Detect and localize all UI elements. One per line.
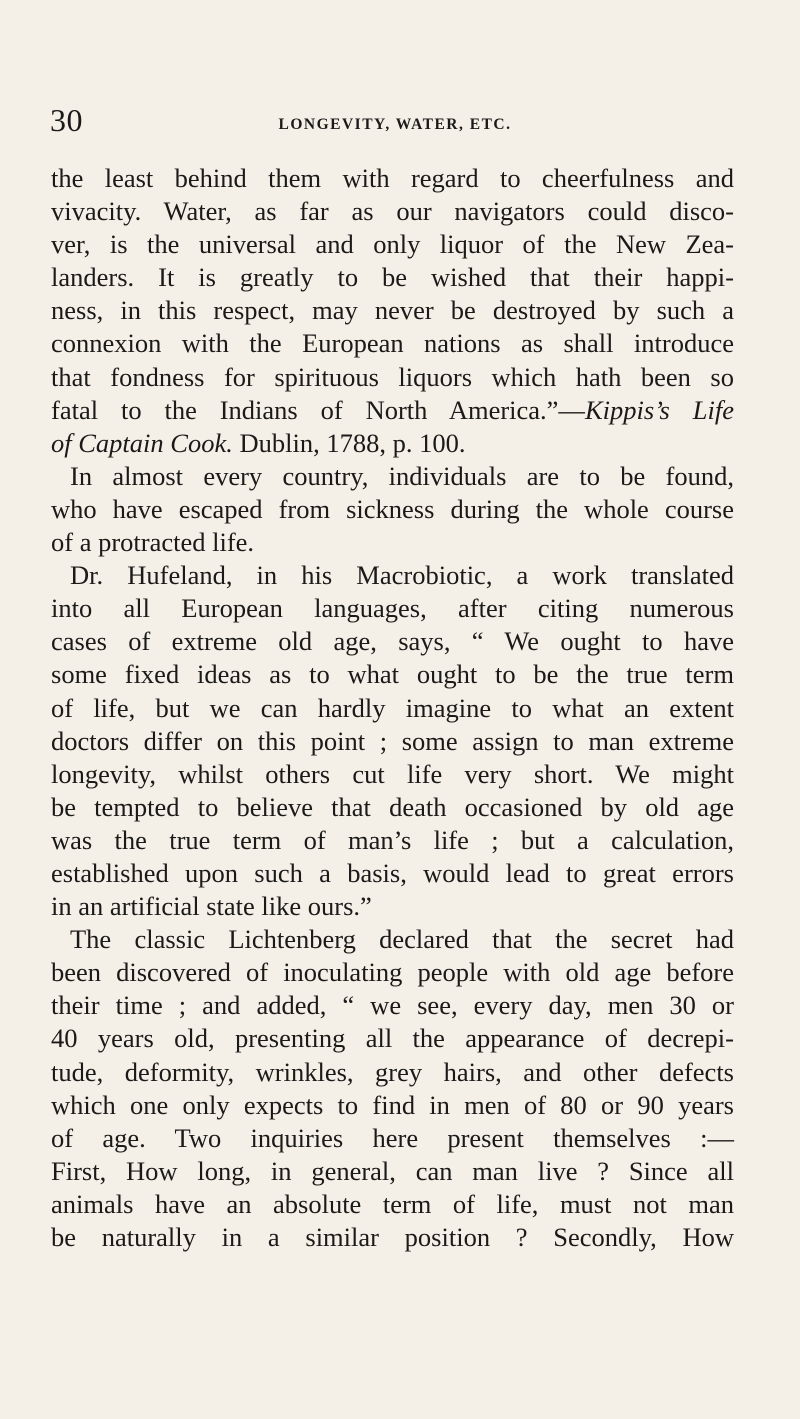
text-line: longevity, whilst others cut life very short. We might	[51, 758, 734, 789]
paragraph-start: In almost every country, individuals are to be found,	[70, 460, 734, 491]
text-line: who have escaped from sickness during the whole course	[51, 493, 734, 524]
text-line: the least behind them with regard to cheerfulness and	[51, 163, 734, 193]
text-line: was the true term of man’s life ; but a calculation,	[51, 824, 734, 855]
text-line: ver, is the universal and only liquor of the New Zea-	[51, 229, 734, 260]
text-line: established upon such a basis, would lead to great errors	[51, 857, 734, 888]
citation-text: fatal to the Indians of North America.”—	[51, 394, 585, 425]
text-line: some fixed ideas as to what ought to be the true term	[51, 659, 734, 690]
text-line: into all European languages, after citing numerous	[51, 593, 734, 624]
text-line: of life, but we can hardly imagine to what an extent	[51, 692, 734, 723]
text-line: landers. It is greatly to be wished that their happi-	[51, 262, 734, 293]
text-line: First, How long, in general, can man live ? Since all	[51, 1155, 734, 1186]
text-line: animals have an absolute term of life, must not man	[51, 1188, 734, 1219]
citation-line	[51, 427, 734, 460]
text-line: 40 years old, presenting all the appearance of decrepi-	[51, 1023, 734, 1054]
running-head	[50, 104, 740, 144]
text-line: connexion with the European nations as shall introduce	[51, 328, 734, 359]
text-line: of age. Two inquiries here present themselves :—	[51, 1122, 734, 1153]
citation-text: Dublin, 1788, p. 100.	[232, 427, 466, 458]
text-line: in an artificial state like ours.”	[51, 891, 372, 922]
text-line: that fondness for spirituous liquors which hath been so	[51, 361, 734, 392]
body-text	[51, 162, 734, 1254]
text-line: doctors differ on this point ; some assign to man extreme	[51, 725, 734, 756]
citation-title: of Captain Cook.	[51, 427, 233, 458]
text-line: be naturally in a similar position ? Secondly, How	[51, 1222, 734, 1252]
paragraph-start: The classic Lichtenberg declared that the secret had	[70, 924, 734, 955]
text-line: of a protracted life.	[51, 527, 255, 558]
text-line: vivacity. Water, as far as our navigators could disco-	[51, 196, 734, 227]
text-line: be tempted to believe that death occasioned by old age	[51, 791, 734, 822]
text-line: been discovered of inoculating people with old age before	[51, 957, 734, 988]
text-line: which one only expects to find in men of 80 or 90 years	[51, 1089, 734, 1120]
text-line: ness, in this respect, may never be destroyed by such a	[51, 295, 734, 326]
text-line: their time ; and added, “ we see, every day, men 30 or	[51, 990, 734, 1021]
citation-title: Kippis’s Life	[584, 394, 734, 425]
paragraph-start: Dr. Hufeland, in his Macrobiotic, a work translated	[70, 560, 734, 591]
text-line: tude, deformity, wrinkles, grey hairs, and other defects	[51, 1056, 734, 1087]
citation-line	[51, 394, 734, 427]
running-title: LONGEVITY, WATER, ETC.	[278, 116, 512, 133]
page-number: 30	[50, 102, 83, 138]
text-line: cases of extreme old age, says, “ We ought to have	[51, 626, 734, 657]
